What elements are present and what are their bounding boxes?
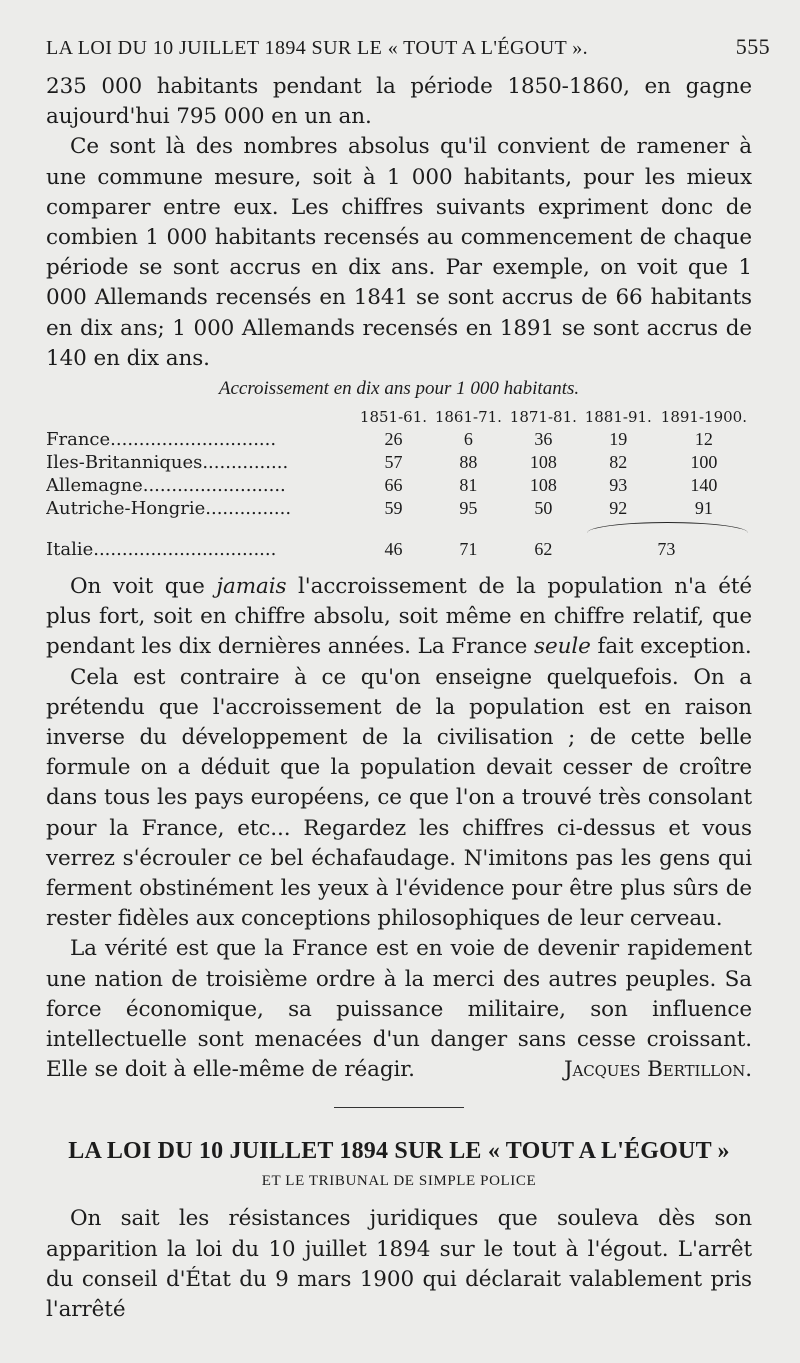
emphasis-text: seule: [534, 634, 591, 660]
table-cell: 82: [609, 452, 628, 473]
section-title: LA LOI DU 10 JUILLET 1894 SUR LE « TOUT A L'ÉGOUT »: [68, 1138, 730, 1165]
table-cell: 140: [690, 475, 718, 496]
text-run: On voit que: [70, 574, 217, 600]
table-cell: 91: [694, 498, 713, 519]
table-cell: 100: [690, 452, 718, 473]
country-name: France.............................: [46, 429, 277, 451]
text-run: l'accroissement de la population n'a été plus fort, soit en chiffre absolu, soit même en chiffre relatif, que pendant les dix dernières années. La France: [46, 574, 753, 660]
header-country: [46, 406, 356, 428]
emphasis-text: jamais: [216, 574, 287, 600]
table-cell: 95: [459, 498, 478, 519]
text-run: La vérité est que la France est en voie de devenir rapidement une nation de troisième ordre à la merci des autres peuples. Sa force économique, sa puissance militaire, son influence intellectuelle sont menacées d'un danger sans cesse croissant. Elle se doit à elle-même de réagir.: [46, 936, 752, 1083]
table-cell: 26: [384, 429, 403, 450]
table-cell: 36: [534, 429, 553, 450]
table-cell: 88: [459, 452, 478, 473]
running-head: [46, 34, 770, 60]
table-cell: 81: [459, 475, 478, 496]
table-row-italie: [46, 520, 752, 560]
table-cell: 50: [534, 498, 553, 519]
table-caption: Accroissement en dix ans pour 1 000 habitants.: [218, 378, 580, 400]
population-growth-table: [46, 406, 752, 560]
table-cell: 59: [384, 498, 403, 519]
table-cell: 71: [459, 539, 478, 560]
brace-mark: [587, 522, 748, 533]
table-cell: 6: [463, 429, 473, 450]
column-header: 1891-1900.: [660, 408, 747, 427]
paragraph-5: [46, 934, 752, 1085]
country-name: Iles-Britanniques...............: [46, 452, 289, 474]
text-run: fait exception.: [590, 634, 752, 660]
column-header: 1871-81.: [509, 408, 577, 427]
column-header: 1861-71.: [434, 408, 502, 427]
country-name: Allemagne.........................: [46, 475, 286, 497]
author-signature: Jacques Bertillon.: [563, 1057, 752, 1083]
table-cell: 12: [694, 429, 713, 450]
table-row: [46, 497, 752, 520]
country-name: Autriche-Hongrie...............: [46, 498, 292, 520]
table-cell: 93: [609, 475, 628, 496]
page-number: 555: [735, 34, 770, 59]
page-body: [46, 72, 752, 1325]
table-cell: 108: [529, 475, 557, 496]
table-cell: 62: [534, 539, 553, 560]
column-header: 1881-91.: [584, 408, 652, 427]
table-cell: 108: [529, 452, 557, 473]
table-cell: 66: [384, 475, 403, 496]
section-divider: [334, 1107, 464, 1108]
merged-table-cell: [581, 520, 752, 560]
paragraph-3: [46, 572, 752, 663]
table-cell: 19: [609, 429, 628, 450]
running-title: LA LOI DU 10 JUILLET 1894 SUR LE « TOUT A L'ÉGOUT ».: [46, 37, 588, 59]
country-name: Italie................................: [46, 539, 277, 561]
paragraph-4: Cela est contraire à ce qu'on enseigne quelquefois. On a prétendu que l'accroissement de la population est en raison inverse du développement de la civilisation ; de cette belle formule on a déduit que la population devait cesser de croître dans tous les pays européens, ce que l'on a trouvé très consolant pour la France, etc... Regardez les chiffres ci-dessus et vous verrez s'écrouler ce bel échafaudage. N'imitons pas les gens qui ferment obstinément les yeux à l'évidence pour être plus sûrs de rester fidèles aux conceptions philosophiques de leur cerveau.: [46, 664, 752, 932]
paragraph-6: On sait les résistances juridiques que souleva dès son apparition la loi du 10 juillet 1894 sur le tout à l'égout. L'arrêt du conseil d'État du 9 mars 1900 qui déclarait valablement pris l'arrêté: [46, 1206, 752, 1323]
paragraph-1: 235 000 habitants pendant la période 1850-1860, en gagne aujourd'hui 795 000 en un an.: [46, 74, 752, 130]
table-row: [46, 428, 752, 451]
column-header: 1851-61.: [359, 408, 428, 427]
table-row: [46, 451, 752, 474]
table-cell: 92: [609, 498, 628, 519]
paragraph-2: Ce sont là des nombres absolus qu'il convient de ramener à une commune mesure, soit à 1 000 habitants, pour les mieux comparer entre eux. Les chiffres suivants expriment donc de combien 1 000 habitants recensés au commencement de chaque période se sont accrus en dix ans. Par exemple, on voit que 1 000 Allemands recensés en 1841 se sont accrus de 66 habitants en dix ans; 1 000 Allemands recensés en 1891 se sont accrus de 140 en dix ans.: [46, 134, 752, 371]
table-header-row: [46, 406, 752, 428]
merged-value: 73: [657, 539, 676, 560]
table-cell: 46: [384, 539, 403, 560]
section-subtitle: ET LE TRIBUNAL DE SIMPLE POLICE: [261, 1173, 537, 1190]
table-cell: 57: [384, 452, 403, 473]
table-row: [46, 474, 752, 497]
